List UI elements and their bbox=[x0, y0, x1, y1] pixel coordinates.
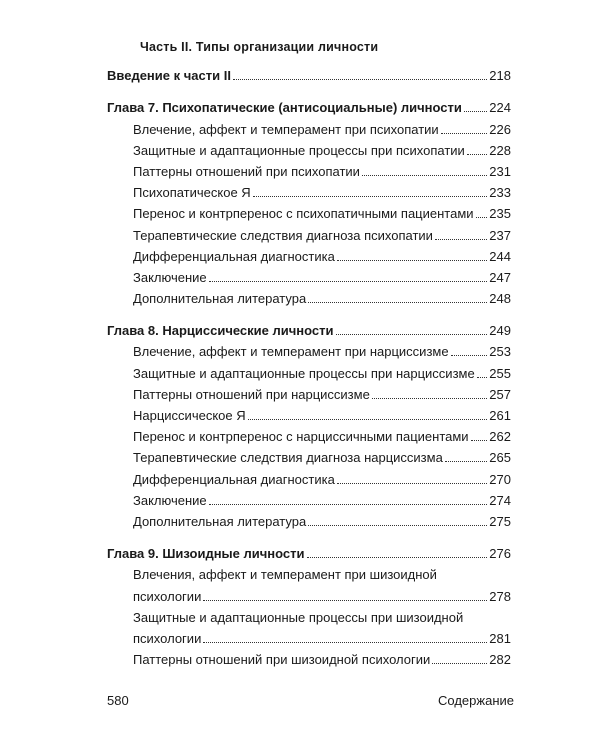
toc-item-label: Заключение bbox=[133, 269, 207, 285]
toc-item-label: Нарциссическое Я bbox=[133, 408, 246, 423]
toc-item[interactable] bbox=[107, 424, 511, 445]
dot-leader bbox=[233, 79, 487, 80]
dot-leader bbox=[308, 302, 487, 303]
toc-item-label-line1: Влечения, аффект и темперамент при шизоидной bbox=[133, 567, 437, 583]
toc-item-label: Паттерны отношений при шизоидной психологии bbox=[133, 652, 431, 668]
toc-item-label: Дифференциальная диагностика bbox=[133, 248, 335, 264]
dot-leader bbox=[203, 600, 487, 601]
toc-page-number: 253 bbox=[489, 344, 511, 360]
toc-item[interactable] bbox=[107, 382, 511, 403]
toc-page-number: 248 bbox=[489, 291, 511, 307]
toc-page-number: 226 bbox=[489, 121, 511, 137]
toc-item-label: Защитные и адаптационные процессы при нарциссизме bbox=[133, 365, 475, 381]
toc-item-label: Влечение, аффект и темперамент при нарциссизме bbox=[133, 344, 449, 360]
toc-item-label: Терапевтические следствия диагноза нарциссизма bbox=[133, 450, 443, 466]
toc-item[interactable] bbox=[107, 138, 511, 159]
toc-page-number: 276 bbox=[489, 546, 511, 562]
toc-item[interactable] bbox=[107, 201, 511, 222]
dot-leader bbox=[307, 557, 488, 558]
dot-leader bbox=[477, 377, 488, 378]
footer-page-number: 580 bbox=[107, 693, 129, 708]
toc-page-number: 265 bbox=[489, 450, 511, 466]
toc-item[interactable] bbox=[107, 244, 511, 265]
dot-leader bbox=[209, 504, 488, 505]
dot-leader bbox=[435, 239, 487, 240]
table-of-contents bbox=[107, 63, 511, 668]
toc-page-number: 237 bbox=[489, 227, 511, 243]
toc-item[interactable] bbox=[107, 180, 511, 201]
toc-page-number: 247 bbox=[489, 269, 511, 285]
toc-item-label: Паттерны отношений при психопатии bbox=[133, 163, 360, 179]
toc-chapter-8[interactable] bbox=[107, 318, 511, 339]
toc-page-number: 261 bbox=[489, 408, 511, 423]
toc-item-label: Перенос и контрперенос с нарциссичными пациентами bbox=[133, 429, 469, 445]
dot-leader bbox=[203, 642, 487, 643]
toc-page-number: 257 bbox=[489, 386, 511, 402]
toc-chapter-label: Глава 8. Нарциссические личности bbox=[107, 323, 334, 339]
toc-item-label: Дополнительная литература bbox=[133, 513, 307, 529]
toc-item-label: Дифференциальная диагностика bbox=[133, 471, 335, 487]
toc-item-label: Паттерны отношений при нарциссизме bbox=[133, 386, 370, 402]
toc-item-label: Терапевтические следствия диагноза психопатии bbox=[133, 227, 433, 243]
toc-item[interactable] bbox=[107, 509, 511, 530]
toc-page-number: 275 bbox=[489, 513, 511, 529]
footer-section-title: Содержание bbox=[438, 693, 514, 708]
toc-item-label: Психопатическое Я bbox=[133, 185, 251, 201]
toc-page-number: 233 bbox=[489, 185, 511, 201]
toc-item-label: Влечение, аффект и темперамент при психопатии bbox=[133, 121, 439, 137]
toc-chapter-7[interactable] bbox=[107, 95, 511, 116]
toc-page-number: 274 bbox=[489, 492, 511, 508]
toc-chapter-label: Глава 7. Психопатические (антисоциальные) личности bbox=[107, 100, 462, 116]
dot-leader bbox=[248, 419, 488, 420]
toc-item[interactable] bbox=[107, 339, 511, 360]
dot-leader bbox=[308, 525, 487, 526]
toc-page-number: 228 bbox=[489, 142, 511, 158]
dot-leader bbox=[451, 355, 488, 356]
toc-item[interactable] bbox=[107, 360, 511, 381]
toc-chapter-label: Глава 9. Шизоидные личности bbox=[107, 546, 305, 562]
dot-leader bbox=[337, 483, 487, 484]
toc-page-number: 218 bbox=[489, 68, 511, 84]
toc-entry-label: Введение к части II bbox=[107, 68, 231, 84]
toc-item-label: Дополнительная литература bbox=[133, 291, 307, 307]
toc-page-number: 244 bbox=[489, 248, 511, 264]
dot-leader bbox=[471, 440, 488, 441]
toc-item[interactable] bbox=[107, 265, 511, 286]
dot-leader bbox=[253, 196, 488, 197]
toc-page-number: 235 bbox=[489, 206, 511, 222]
dot-leader bbox=[476, 217, 488, 218]
toc-page-number: 281 bbox=[489, 630, 511, 646]
toc-page-number: 270 bbox=[489, 471, 511, 487]
dot-leader bbox=[337, 260, 487, 261]
toc-item[interactable] bbox=[107, 488, 511, 509]
dot-leader bbox=[336, 334, 488, 335]
toc-item-label: психологии bbox=[133, 630, 202, 646]
toc-item-label: Заключение bbox=[133, 492, 207, 508]
dot-leader bbox=[209, 281, 488, 282]
toc-page-number: 224 bbox=[489, 100, 511, 116]
toc-item[interactable] bbox=[107, 116, 511, 137]
dot-leader bbox=[464, 111, 487, 112]
toc-item[interactable] bbox=[107, 403, 511, 424]
dot-leader bbox=[372, 398, 487, 399]
toc-item[interactable] bbox=[107, 445, 511, 466]
toc-item[interactable] bbox=[107, 562, 511, 604]
dot-leader bbox=[467, 154, 487, 155]
toc-item-label: Перенос и контрперенос с психопатичными пациентами bbox=[133, 206, 474, 222]
toc-page-number: 262 bbox=[489, 429, 511, 445]
toc-page-number: 282 bbox=[489, 652, 511, 668]
part-title: Часть II. Типы организации личности bbox=[140, 40, 379, 54]
dot-leader bbox=[362, 175, 487, 176]
dot-leader bbox=[441, 133, 488, 134]
toc-item[interactable] bbox=[107, 159, 511, 180]
toc-item[interactable] bbox=[107, 605, 511, 647]
dot-leader bbox=[445, 461, 487, 462]
toc-item[interactable] bbox=[107, 466, 511, 487]
toc-item[interactable] bbox=[107, 647, 511, 668]
toc-page-number: 249 bbox=[489, 323, 511, 339]
dot-leader bbox=[432, 663, 487, 664]
toc-page-number: 278 bbox=[489, 588, 511, 604]
toc-chapter-9[interactable] bbox=[107, 541, 511, 562]
toc-entry-intro[interactable] bbox=[107, 63, 511, 84]
toc-page-number: 255 bbox=[489, 365, 511, 381]
toc-item-label: психологии bbox=[133, 588, 202, 604]
toc-item-label-line1: Защитные и адаптационные процессы при шизоидной bbox=[133, 609, 464, 625]
toc-item[interactable] bbox=[107, 222, 511, 243]
toc-item[interactable] bbox=[107, 286, 511, 307]
toc-item-label: Защитные и адаптационные процессы при психопатии bbox=[133, 142, 465, 158]
toc-page-number: 231 bbox=[489, 163, 511, 179]
